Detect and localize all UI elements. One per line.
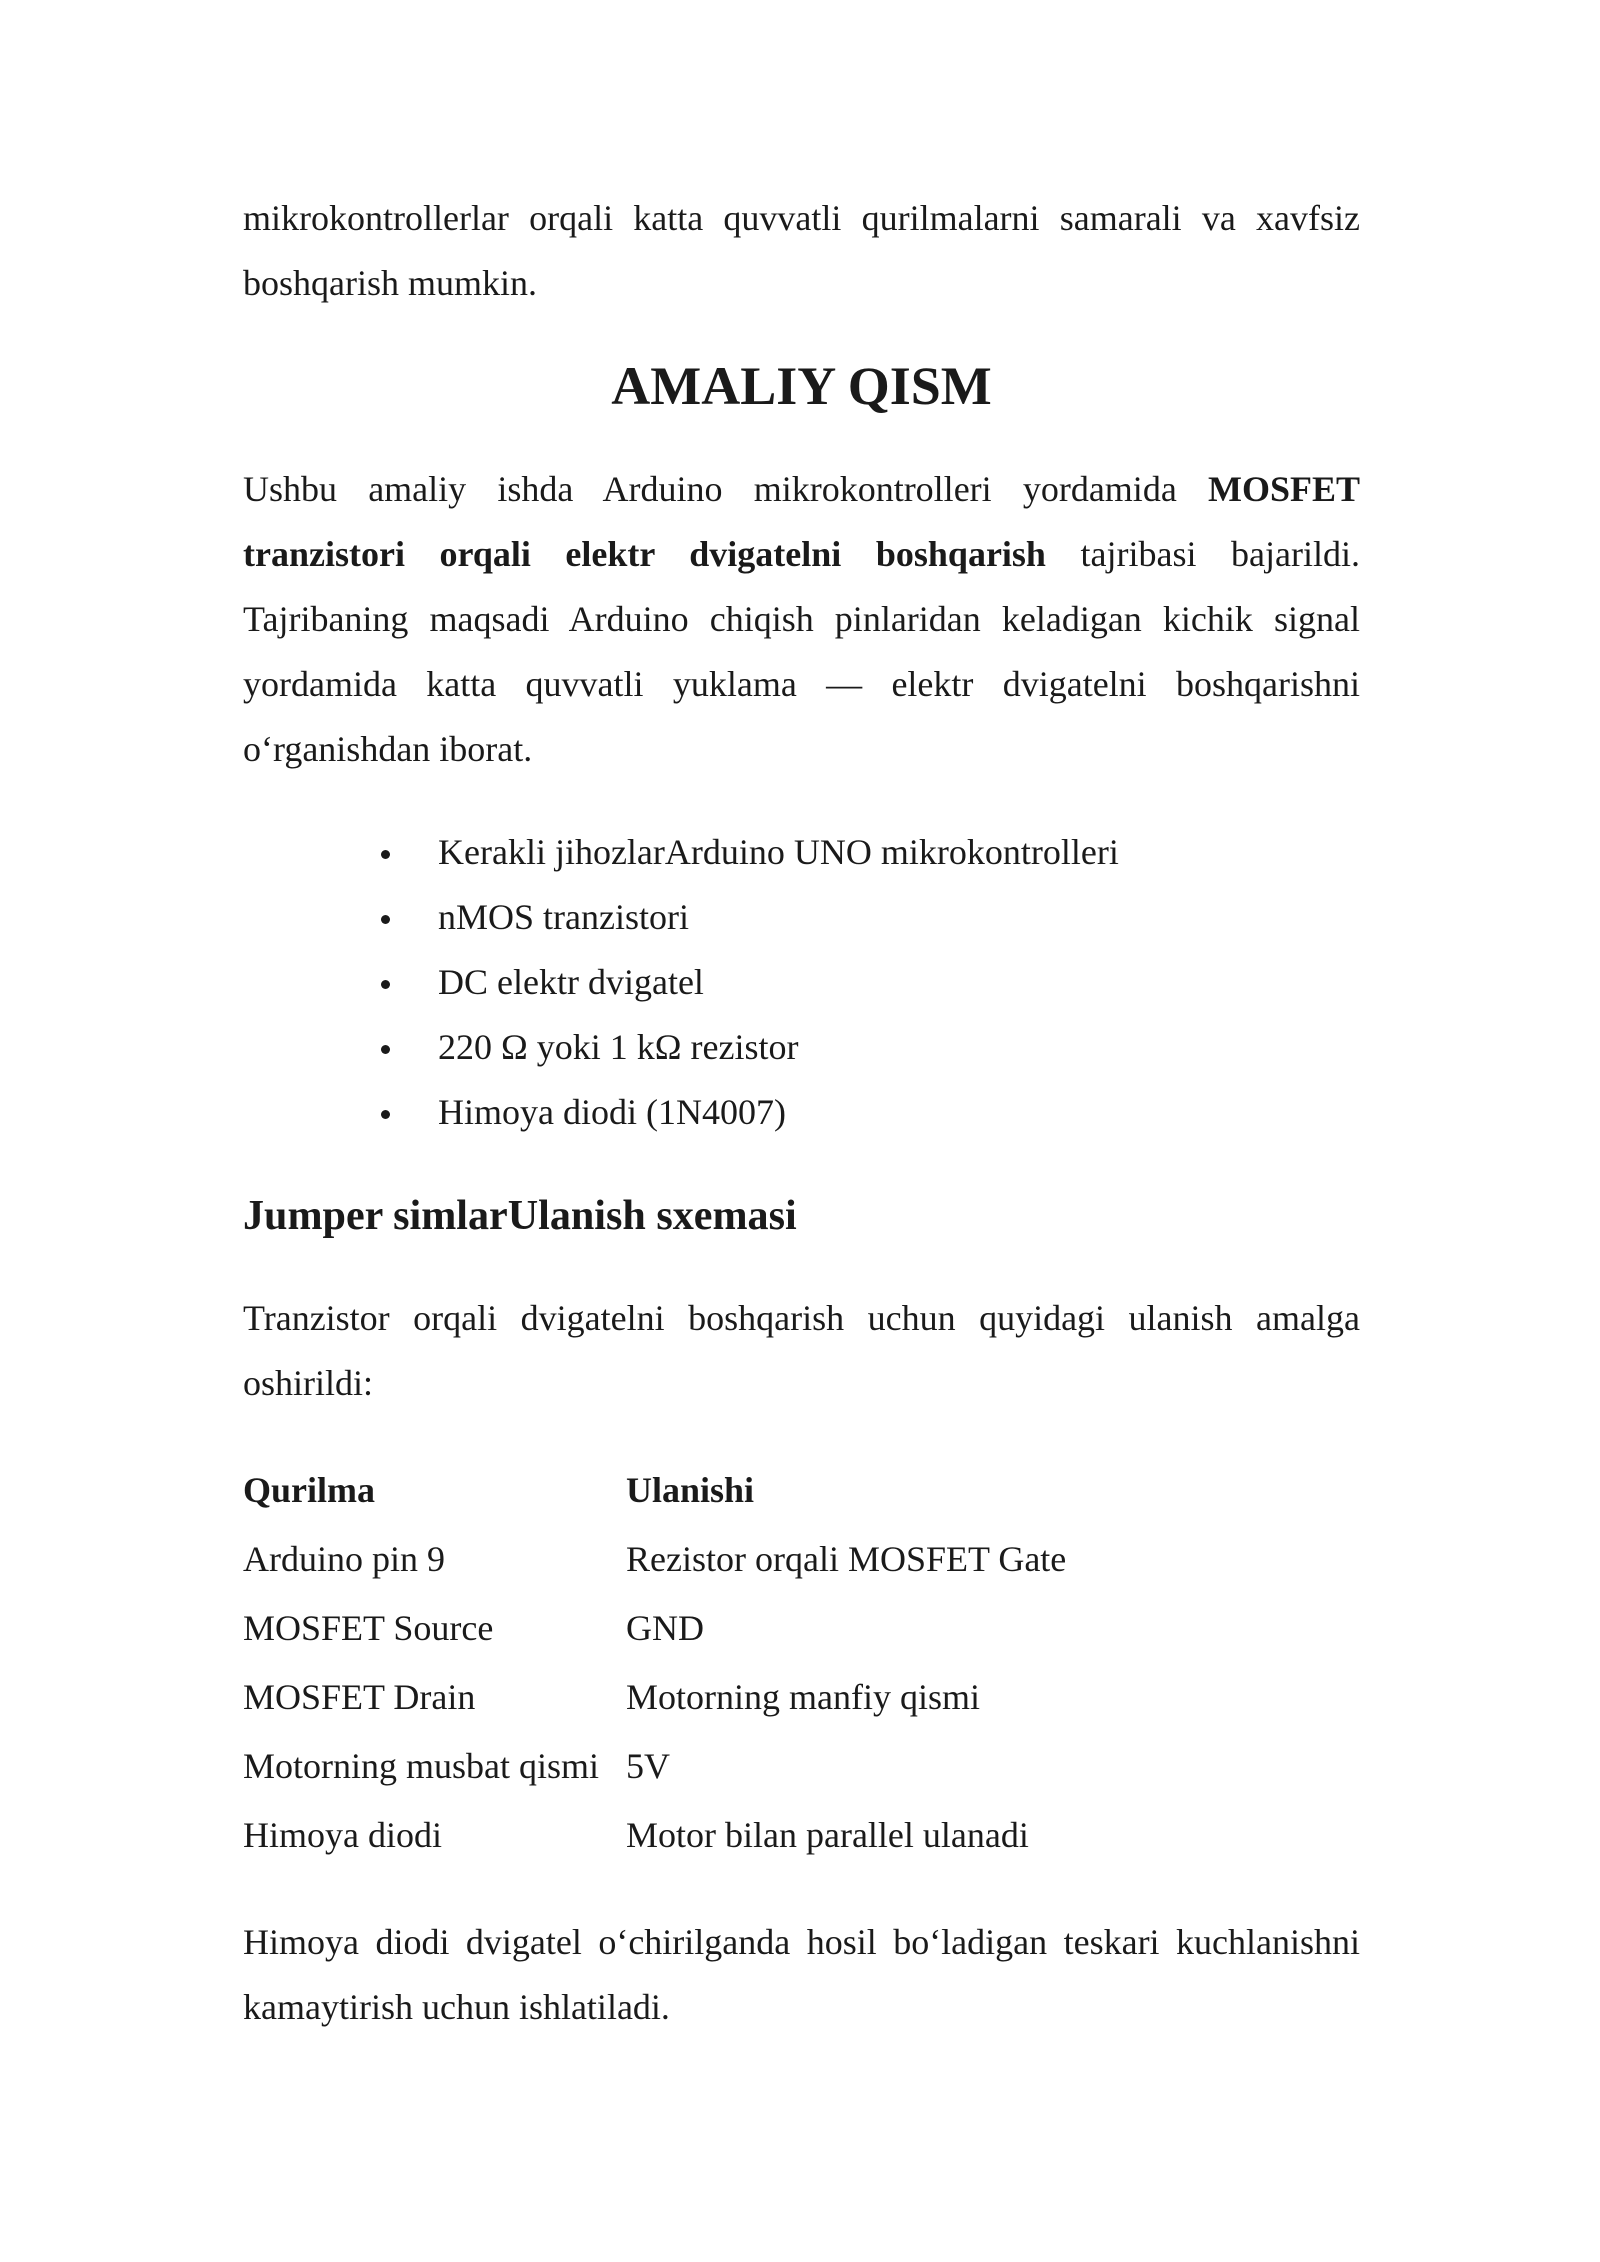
list-item: [381, 1080, 1360, 1145]
table-row: [243, 1801, 1066, 1870]
list-item-text: Kerakli jihozlarArduino UNO mikrokontrolleri: [438, 832, 1119, 872]
table-row: [243, 1594, 1066, 1663]
description-text-before: Ushbu amaliy ishda Arduino mikrokontrolleri yordamida: [243, 469, 1208, 509]
equipment-list: [243, 820, 1360, 1145]
diode-note-paragraph: Himoya diodi dvigatel o‘chirilganda hosil bo‘ladigan teskari kuchlanishni kamaytirish uchun ishlatiladi.: [243, 1922, 1360, 2027]
table-cell-device: MOSFET Source: [243, 1608, 494, 1648]
intro-paragraph: mikrokontrollerlar orqali katta quvvatli qurilmalarni samarali va xavfsiz boshqarish mumkin.: [243, 198, 1360, 303]
list-item: [381, 885, 1360, 950]
bullet-icon: [381, 850, 390, 859]
table-row: [243, 1732, 1066, 1801]
table-header-row: [243, 1456, 1066, 1525]
description-text-after: tajribasi bajarildi. Tajribaning maqsadi Arduino chiqish pinlaridan keladigan kichik signal yordamida katta quvvatli yuklama — elektr dvigatelni boshqarishni o‘rganishdan iborat.: [243, 534, 1360, 769]
connection-intro-paragraph: Tranzistor orqali dvigatelni boshqarish uchun quyidagi ulanish amalga oshirildi:: [243, 1298, 1360, 1403]
list-item: [381, 820, 1360, 885]
table-cell-device: Motorning musbat qismi: [243, 1746, 600, 1786]
list-item-text: Himoya diodi (1N4007): [438, 1092, 786, 1132]
list-item-text: 220 Ω yoki 1 kΩ rezistor: [438, 1027, 799, 1067]
description-text-bold: MOSFET tranzistori orqali elektr dvigatelni boshqarish: [243, 469, 1360, 574]
list-item-text: DC elektr dvigatel: [438, 962, 704, 1002]
list-item: [381, 1015, 1360, 1080]
table-cell-connection: GND: [626, 1608, 704, 1648]
table-cell-connection: 5V: [626, 1746, 670, 1786]
table-cell-connection: Motorning manfiy qismi: [626, 1677, 980, 1717]
list-item: [381, 950, 1360, 1015]
table-cell-device: Himoya diodi: [243, 1815, 442, 1855]
bullet-icon: [381, 915, 390, 924]
section-title: AMALIY QISM: [611, 356, 992, 416]
table-header-device: Qurilma: [243, 1470, 375, 1510]
table-cell-device: Arduino pin 9: [243, 1539, 445, 1579]
table-cell-connection: Rezistor orqali MOSFET Gate: [626, 1539, 1067, 1579]
connection-table: [243, 1456, 1066, 1870]
table-row: [243, 1663, 1066, 1732]
description-paragraph: [243, 457, 1360, 782]
table-cell-connection: Motor bilan parallel ulanadi: [626, 1815, 1029, 1855]
table-row: [243, 1525, 1066, 1594]
document-page: [243, 186, 1360, 2040]
bullet-icon: [381, 1045, 390, 1054]
connection-subheading: Jumper simlarUlanish sxemasi: [243, 1192, 797, 1239]
bullet-icon: [381, 1110, 390, 1119]
table-header-connection: Ulanishi: [626, 1470, 755, 1510]
list-item-text: nMOS tranzistori: [438, 897, 689, 937]
table-cell-device: MOSFET Drain: [243, 1677, 476, 1717]
bullet-icon: [381, 980, 390, 989]
